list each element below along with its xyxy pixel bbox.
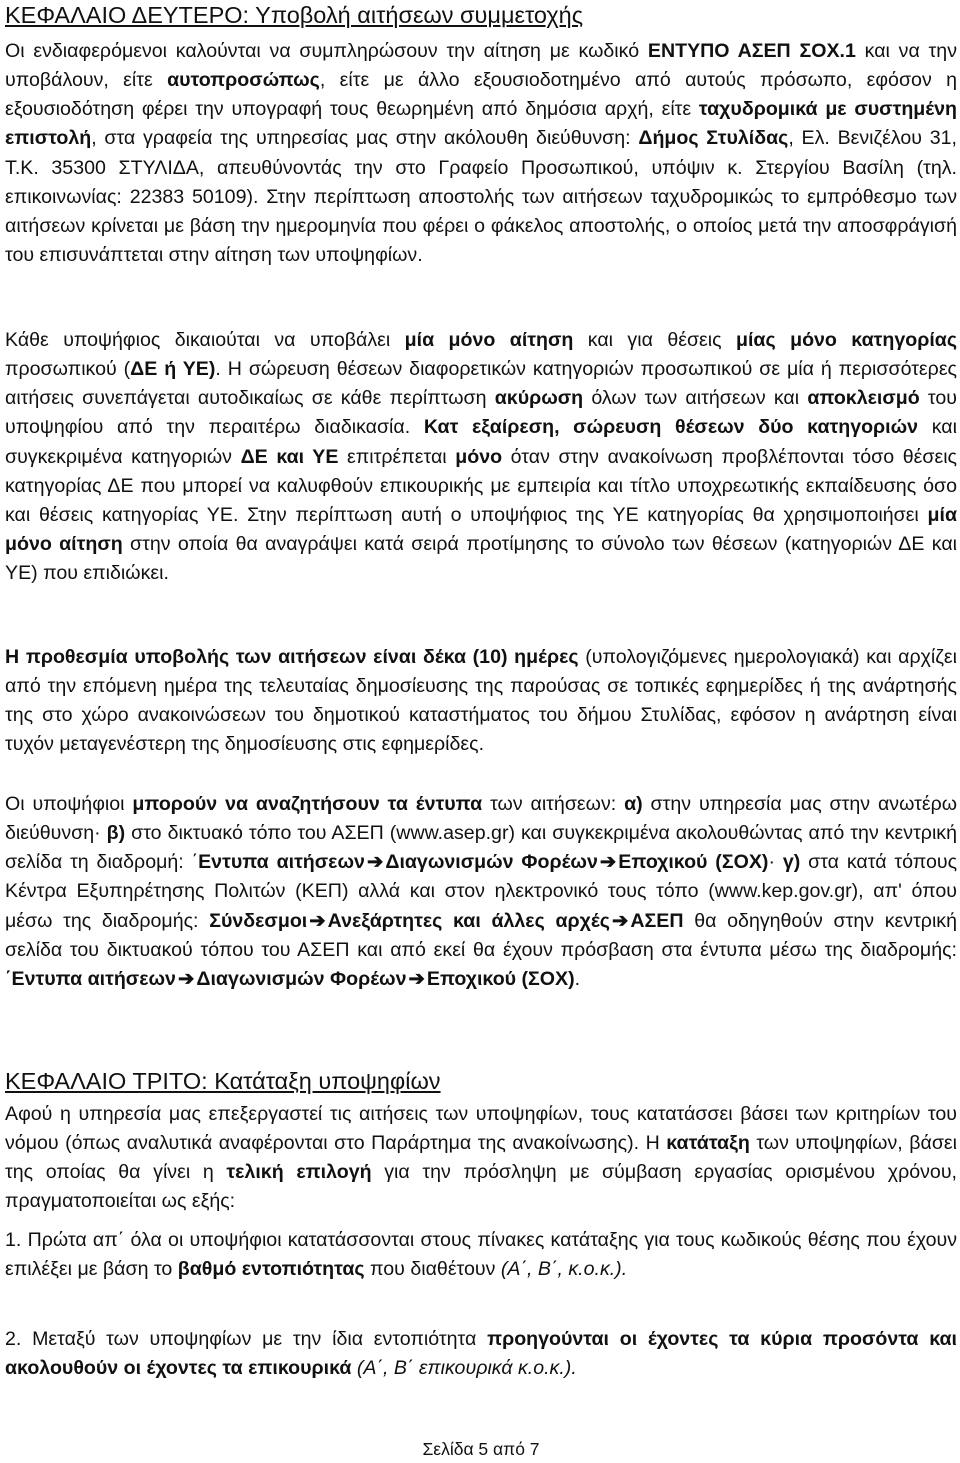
chapter-two-deadline-paragraph <box>5 643 957 760</box>
bold-text: Εντυπα αιτήσεων <box>198 851 365 874</box>
text-run: των υποψηφίων, βάσει της οποίας θα γίνει η <box>5 1132 958 1184</box>
bold-text: Κατ εξαίρεση, σώρευση θέσεων δύο κατηγοριών <box>423 416 919 439</box>
text-run: στην υπηρεσία μας στην ανωτέρω διεύθυνση· <box>5 793 958 845</box>
text-run: στην οποία θα αναγράψει κατά σειρά προτίμησης το σύνολο των θέσεων (κατηγοριών ΔΕ και ΥΕ) που επιδιώκει. <box>5 533 958 585</box>
text-run: στο δικτυακό τόπο του ΑΣΕΠ (www.asep.gr) και συγκεκριμένα ακολουθώντας από την κεντρική σελίδα τη διαδρομή: ΄ <box>5 822 958 874</box>
chapter-two-heading: ΚΕΦΑΛΑΙΟ ΔΕΥΤΕΡΟ: Υποβολή αιτήσεων συμμετοχής <box>5 2 584 28</box>
bold-text: τελική επιλογή <box>226 1161 372 1184</box>
text-run: όλων των αιτήσεων και <box>583 387 808 410</box>
text-run: Οι ενδιαφερόμενοι καλούνται να συμπληρώσουν την αίτηση με κωδικό <box>5 40 648 62</box>
bold-text: αποκλεισμό <box>807 387 920 410</box>
bold-text: Δήμος Στυλίδας <box>638 127 789 150</box>
arrow-right-icon: ➔ <box>599 851 617 874</box>
bold-text: Διαγωνισμών Φορέων <box>385 851 598 874</box>
text-run: προσωπικού ( <box>5 358 131 381</box>
arrow-right-icon: ➔ <box>309 909 326 932</box>
text-run: , Ελ. Βενιζέλου 31, Τ.Κ. 35300 ΣΤΥΛΙΔΑ, απευθύνοντάς την στο Γραφείο Προσωπικού, υπόψιν κ. Στεργίου Βασίλη (τηλ. επικοινωνίας: 22383 50109). Στην περίπτωση αποστολής των αιτήσεων ταχυδρομικώς το εμπρόθεσμο των αιτήσεων κρίνεται με βάση την ημερομηνία που φέρει ο φάκελος αποστολής, ο οποίος μετά την αποσφράγισή του επισυνάπτεται στην αίτηση των υποψηφίων. <box>5 127 958 267</box>
arrow-right-icon: ➔ <box>408 967 425 990</box>
text-run: θα οδηγηθούν στην κεντρική σελίδα του δικτυακού τόπου του ΑΣΕΠ και από εκεί θα έχουν πρόσβαση στα έντυπα μέσω της διαδρομής: <box>5 909 958 961</box>
page-number-footer: Σελίδα 5 από 7 <box>422 1439 540 1459</box>
arrow-right-icon: ➔ <box>177 967 195 990</box>
text-run: · <box>768 851 783 874</box>
chapter-two-single-application-paragraph <box>5 326 957 588</box>
bold-text: ακύρωση <box>494 387 584 410</box>
text-run: . Η σώρευση θέσεων διαφορετικών κατηγοριών προσωπικού σε μία ή περισσότερες αιτήσεις συνεπάγεται αυτοδικαίως σε κάθε περίπτωση <box>5 358 957 410</box>
bold-text: α) <box>624 793 643 815</box>
text-run: των αιτήσεων: <box>482 793 625 815</box>
bold-text: προηγούνται οι έχοντες τα κύρια προσόντα και ακολουθούν οι έχοντες τα επικουρικά <box>5 1328 957 1380</box>
text-run: και για θέσεις <box>573 329 736 351</box>
bold-text: β) <box>106 822 126 845</box>
chapter-three-intro-paragraph <box>5 1100 957 1217</box>
bold-text: Σύνδεσμοι <box>209 909 308 932</box>
arrow-right-icon: ➔ <box>366 851 384 874</box>
text-run: (υπολογιζόμενες ημερολογιακά) και αρχίζει από την επόμενη ημέρα της τελευταίας δημοσίευσης της παρούσας σε τοπικές εφημερίδες ή της ανάρτησής της στο χώρο ανακοινώσεων του δημοτικού καταστήματος του δήμου Στυλίδας, εφόσον η ανάρτηση είναι τυχόν μεταγενέστερη της δημοσίευσης στις εφημερίδες. <box>5 646 957 756</box>
bold-text: μπορούν να αναζητήσουν τα έντυπα <box>132 793 483 815</box>
text-run: , είτε με άλλο εξουσιοδοτημένο από αυτούς πρόσωπο, εφόσον η εξουσιοδότηση φέρει την υπογραφή τους θεωρημένη από δημόσια αρχή, είτε <box>5 69 957 121</box>
ranking-criterion-2 <box>5 1325 957 1383</box>
bold-text: μόνο <box>455 445 503 468</box>
text-run: 1. Πρώτα απ΄ όλα οι υποψήφιοι κατατάσσονται στους πίνακες κατάταξης για τους κωδικούς θέσης που έχουν επιλέξει με βάση το <box>5 1229 957 1281</box>
text-run: όταν στην ανακοίνωση προβλέπονται τόσο θέσεις κατηγορίας ΔΕ που μπορεί να καλυφθούν επικουρικής με εμπειρία και τίτλο υποχρεωτικής εκπαίδευσης όσο και θέσεις κατηγορίας ΥΕ. Στην περίπτωση αυτή ο υποψήφιος της ΥΕ κατηγορίας θα χρησιμοποιήσει <box>5 445 957 526</box>
text-run: που διαθέτουν <box>364 1258 501 1281</box>
bold-text: γ) <box>782 851 801 874</box>
text-run: Οι υποψήφιοι <box>5 793 133 815</box>
text-run: στα κατά τόπους Κέντρα Εξυπηρέτησης Πολιτών (ΚΕΠ) αλλά και στον ηλεκτρονικό τους τόπο (www.kep.gov.gr), απ' όπου μέσω της διαδρομής: <box>5 851 958 932</box>
arrow-right-icon: ➔ <box>611 909 629 932</box>
italic-text: (Α΄, Β΄, κ.ο.κ.). <box>500 1258 628 1281</box>
bold-text: μία μόνο αίτηση <box>404 329 574 351</box>
text-run: 2. Μεταξύ των υποψηφίων με την ίδια εντοπιότητα <box>5 1328 488 1350</box>
bold-text: ΕΝΤΥΠΟ ΑΣΕΠ ΣΟΧ.1 <box>647 40 856 62</box>
bold-text: αυτοπροσώπως <box>167 69 320 92</box>
bold-text: Η προθεσμία υποβολής των αιτήσεων είναι δέκα (10) ημέρες <box>5 646 579 668</box>
bold-text: Διαγωνισμών Φορέων <box>196 967 407 990</box>
bold-text: ΔΕ ή ΥΕ) <box>130 358 216 381</box>
bold-text: ΔΕ και ΥΕ <box>240 445 339 468</box>
bold-text: ΄Εντυπα αιτήσεων <box>5 967 176 990</box>
bold-text: κατάταξη <box>666 1132 750 1155</box>
text-run: . <box>574 967 581 990</box>
bold-text: Ανεξάρτητες και άλλες αρχές <box>327 909 610 932</box>
text-run: και να την υποβάλουν, είτε <box>5 40 957 92</box>
text-run: και συγκεκριμένα κατηγοριών <box>5 416 957 468</box>
chapter-three-heading: ΚΕΦΑΛΑΙΟ ΤΡΙΤΟ: Κατάταξη υποψηφίων <box>5 1068 441 1094</box>
bold-text: βαθμό εντοπιότητας <box>177 1258 365 1281</box>
bold-text: ΑΣΕΠ <box>630 909 684 932</box>
text-run: Κάθε υποψήφιος δικαιούται να υποβάλει <box>5 329 405 351</box>
text-run: του υποψηφίου από την περαιτέρω διαδικασία. <box>5 387 957 439</box>
chapter-two-forms-paragraph <box>5 790 957 994</box>
bold-text: ταχυδρομικά με συστημένη επιστολή <box>5 98 957 150</box>
text-run: για την πρόσληψη με σύμβαση εργασίας ορισμένου χρόνου, πραγματοποιείται ως εξής: <box>5 1161 957 1213</box>
italic-text: (Α΄, Β΄ επικουρικά κ.ο.κ.). <box>356 1357 577 1380</box>
text-run: , στα γραφεία της υπηρεσίας μας στην ακόλουθη διεύθυνση: <box>91 127 639 150</box>
bold-text: Εποχικού (ΣΟΧ) <box>618 851 769 874</box>
bold-text: μίας μόνο κατηγορίας <box>736 329 958 351</box>
ranking-criterion-1 <box>5 1226 957 1284</box>
text-run: Αφού η υπηρεσία μας επεξεργαστεί τις αιτήσεις των υποψηφίων, τους κατατάσσει βάσει των κριτηρίων του νόμου (όπως αναλυτικά αναφέρονται στο Παράρτημα της ανακοίνωσης). Η <box>5 1103 957 1155</box>
bold-text: Εποχικού (ΣΟΧ) <box>426 967 575 990</box>
bold-text: μία μόνο αίτηση <box>5 503 957 556</box>
text-run: επιτρέπεται <box>338 445 456 468</box>
chapter-two-submission-paragraph <box>5 37 957 270</box>
